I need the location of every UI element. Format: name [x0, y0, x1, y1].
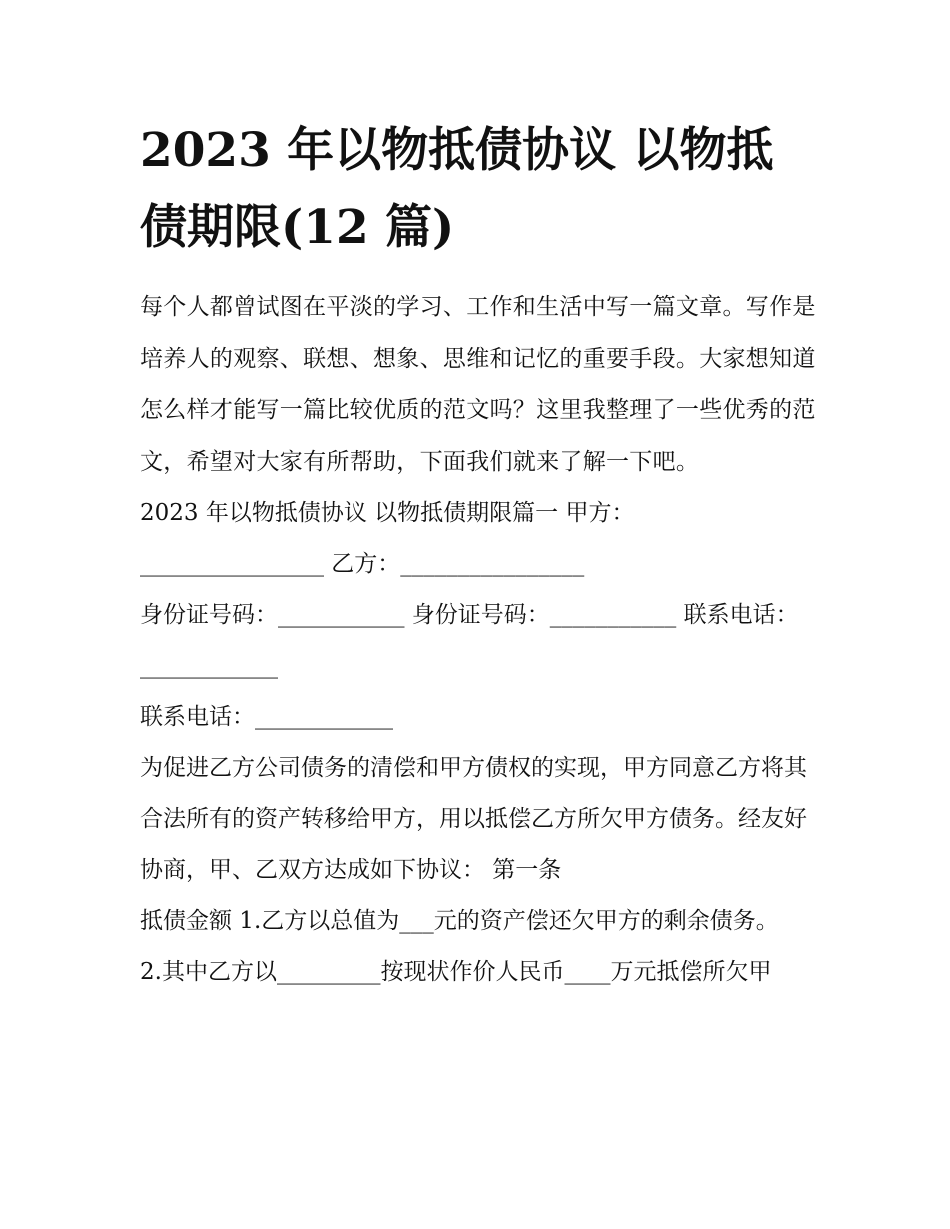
clause-1-paragraph: 抵债金额 1.乙方以总值为___元的资产偿还欠甲方的剩余债务。: [140, 908, 779, 934]
id-number-line: 身份证号码：___________ 身份证号码：___________ 联系电话：____________: [140, 602, 799, 679]
document-title: 2023 年以物抵债协议 以物抵债期限(12 篇): [140, 123, 774, 255]
party-line: ________________ 乙方：________________: [140, 551, 585, 577]
section-heading: 2023 年以物抵债协议 以物抵债期限篇一 甲方：: [140, 500, 635, 526]
purpose-paragraph: 为促进乙方公司债务的清偿和甲方债权的实现，甲方同意乙方将其合法所有的资产转移给甲方，用以抵偿乙方所欠甲方债务。经友好协商，甲、乙双方达成如下协议： 第一条: [140, 755, 807, 883]
intro-paragraph: 每个人都曾试图在平淡的学习、工作和生活中写一篇文章。写作是培养人的观察、联想、想象、思维和记忆的重要手段。大家想知道怎么样才能写一篇比较优质的范文吗？这里我整理了一些优秀的范文，希望对大家有所帮助，下面我们就来了解一下吧。: [140, 294, 816, 475]
clause-2-paragraph: 2.其中乙方以_________按现状作价人民币____万元抵偿所欠甲: [140, 959, 772, 985]
document-page: [140, 112, 816, 998]
phone-line: 联系电话：____________: [140, 704, 393, 730]
